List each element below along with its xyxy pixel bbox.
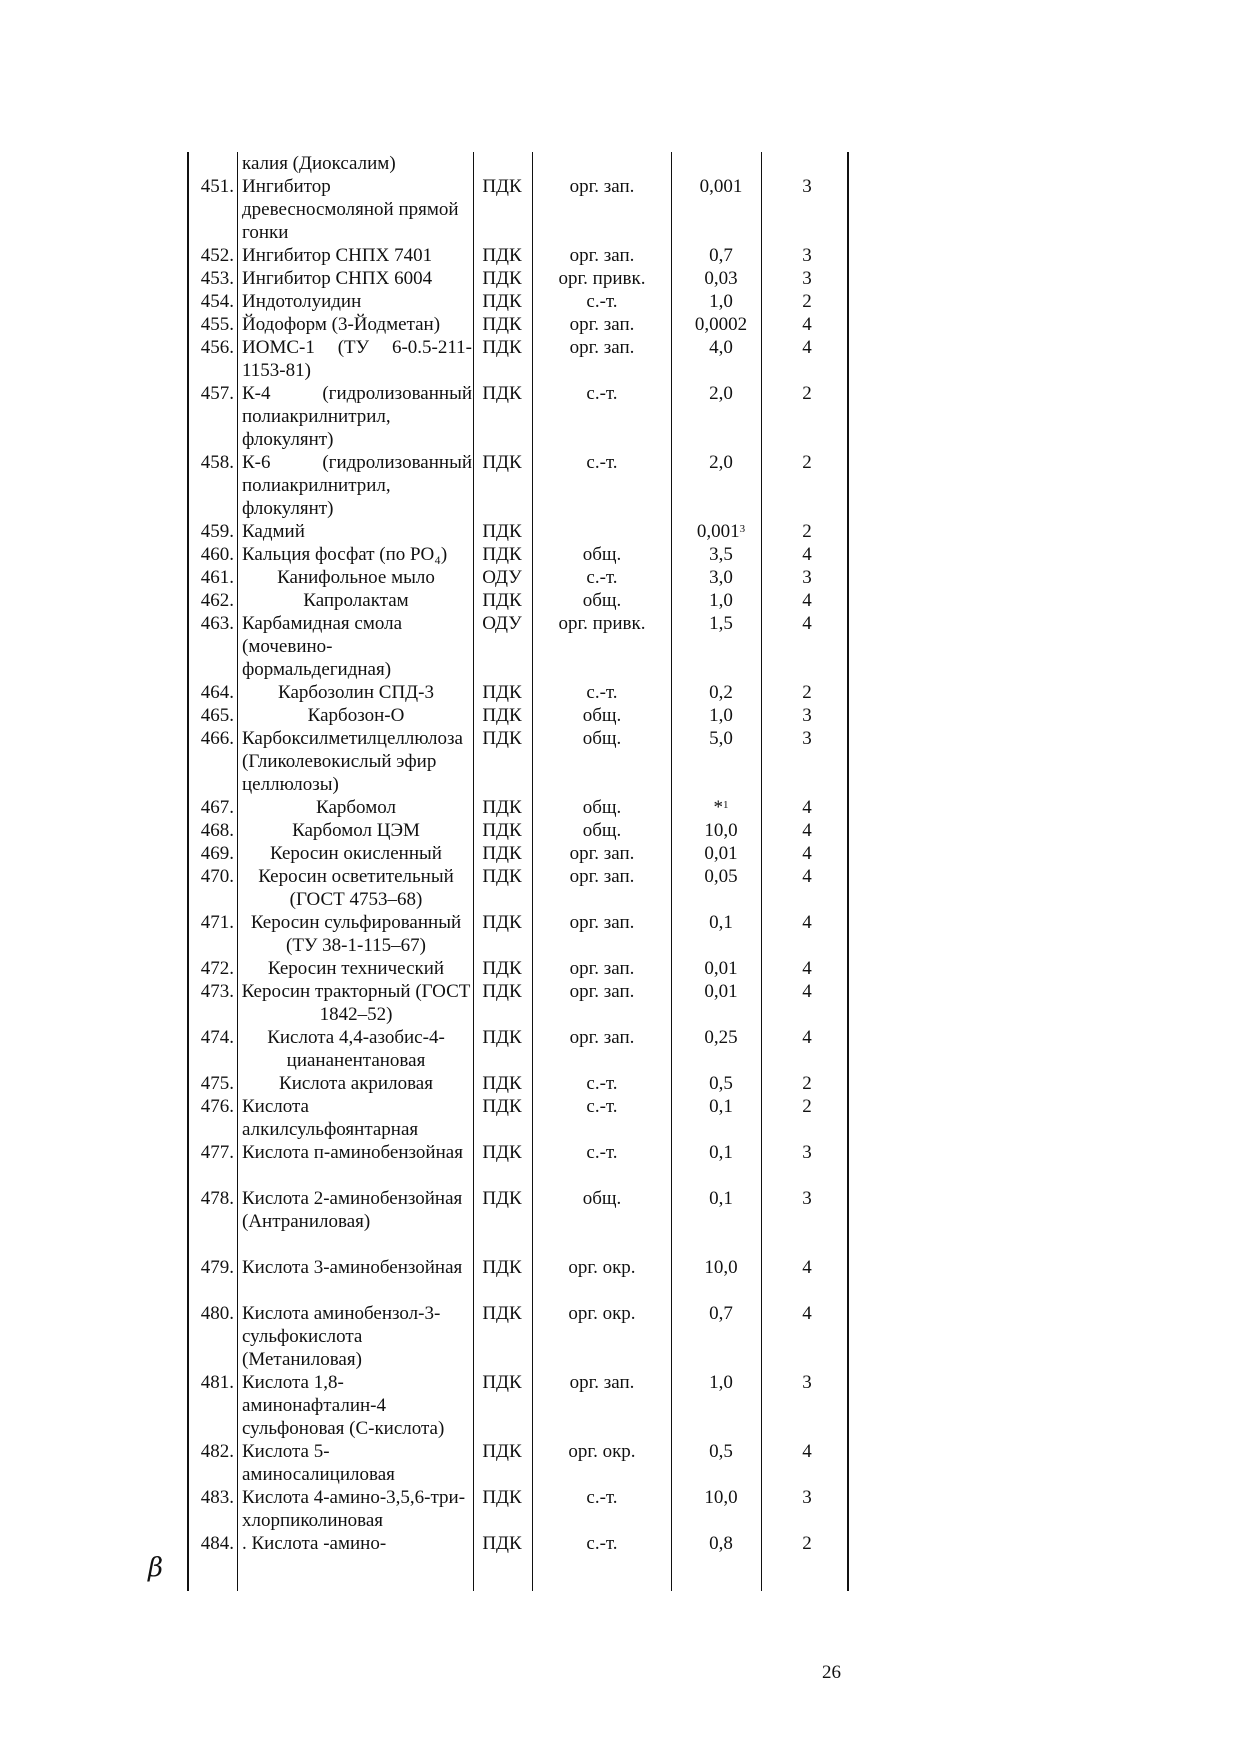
substance-name: Карбозон-О bbox=[307, 705, 405, 726]
substance-name: Карбомол bbox=[316, 797, 396, 818]
column-divider bbox=[671, 152, 672, 1591]
hazard-class: 4 bbox=[802, 544, 812, 565]
norm-type: ОДУ bbox=[482, 567, 522, 588]
norm-type: ПДК bbox=[482, 590, 522, 611]
hazard-class: 3 bbox=[802, 1487, 812, 1508]
substance-name: Кислота 3-аминобензойная bbox=[242, 1257, 463, 1278]
norm-type: ПДК bbox=[482, 1027, 522, 1048]
concentration-value: 2,0 bbox=[709, 452, 733, 473]
substance-name: Канифольное мыло bbox=[277, 567, 435, 588]
substance-name: Ингибитор древесносмоляной прямой гонки bbox=[242, 176, 459, 243]
norm-type: ПДК bbox=[482, 1257, 522, 1278]
limiting-indicator: орг. зап. bbox=[569, 337, 635, 358]
norm-type: ПДК bbox=[482, 1303, 522, 1324]
row-number: 455. bbox=[200, 314, 234, 335]
norm-type: ПДК bbox=[482, 383, 522, 404]
limiting-indicator: орг. привк. bbox=[558, 268, 646, 289]
limiting-indicator: с.-т. bbox=[586, 383, 618, 404]
column-divider bbox=[532, 152, 533, 1591]
norm-type: ПДК bbox=[482, 797, 522, 818]
substance-name: Кислота 2-аминобензойная (Антраниловая) bbox=[242, 1188, 463, 1232]
row-number: 462. bbox=[200, 590, 234, 611]
limiting-indicator: общ. bbox=[582, 1188, 622, 1209]
concentration-value: 0,2 bbox=[709, 682, 733, 703]
limiting-indicator: орг. зап. bbox=[569, 981, 635, 1002]
limiting-indicator: с.-т. bbox=[586, 1487, 618, 1508]
column-divider bbox=[473, 152, 474, 1591]
hazard-class: 4 bbox=[802, 981, 812, 1002]
substance-name: Керосин осветительный (ГОСТ 4753–68) bbox=[258, 866, 454, 910]
limiting-indicator: орг. окр. bbox=[568, 1257, 636, 1278]
row-number: 480. bbox=[200, 1303, 234, 1324]
norm-type: ПДК bbox=[482, 1533, 522, 1554]
limiting-indicator: общ. bbox=[582, 820, 622, 841]
hazard-class: 2 bbox=[802, 521, 812, 542]
concentration-value: 0,01 bbox=[704, 958, 738, 979]
substance-name: Керосин технический bbox=[267, 958, 445, 979]
concentration-value: 0,7 bbox=[709, 245, 733, 266]
norm-type: ПДК bbox=[482, 705, 522, 726]
substance-name: Йодоформ (3-Йодметан) bbox=[242, 314, 441, 335]
row-number: 483. bbox=[200, 1487, 234, 1508]
substances-table bbox=[187, 152, 849, 1591]
norm-type: ПДК bbox=[482, 866, 522, 887]
substance-name: Керосин сульфированный (ТУ 38-1-115–67) bbox=[250, 912, 462, 956]
substance-name: Кислота акриловая bbox=[279, 1073, 433, 1094]
limiting-indicator: общ. bbox=[582, 544, 622, 565]
hazard-class: 4 bbox=[802, 314, 812, 335]
row-number: 464. bbox=[200, 682, 234, 703]
concentration-value: 0,5 bbox=[709, 1441, 733, 1462]
row-number: 458. bbox=[200, 452, 234, 473]
norm-type: ПДК bbox=[482, 268, 522, 289]
limiting-indicator: орг. зап. bbox=[569, 176, 635, 197]
concentration-value: 1,0 bbox=[709, 590, 733, 611]
norm-type: ПДК bbox=[482, 682, 522, 703]
row-number: 468. bbox=[200, 820, 234, 841]
row-number: 463. bbox=[200, 613, 234, 634]
norm-type: ОДУ bbox=[482, 613, 522, 634]
row-number: 453. bbox=[200, 268, 234, 289]
concentration-value: 0,7 bbox=[709, 1303, 733, 1324]
hazard-class: 4 bbox=[802, 797, 812, 818]
limiting-indicator: общ. bbox=[582, 728, 622, 749]
concentration-value: 0,05 bbox=[704, 866, 738, 887]
row-number: 475. bbox=[200, 1073, 234, 1094]
concentration-value: 10,0 bbox=[704, 1487, 738, 1508]
hazard-class: 3 bbox=[802, 728, 812, 749]
row-number: 454. bbox=[200, 291, 234, 312]
norm-type: ПДК bbox=[482, 1096, 522, 1117]
norm-type: ПДК bbox=[482, 981, 522, 1002]
hazard-class: 4 bbox=[802, 1441, 812, 1462]
hazard-class: 4 bbox=[802, 820, 812, 841]
limiting-indicator: с.-т. bbox=[586, 1096, 618, 1117]
norm-type: ПДК bbox=[482, 843, 522, 864]
norm-type: ПДК bbox=[482, 521, 522, 542]
concentration-value: 0,01 bbox=[704, 981, 738, 1002]
norm-type: ПДК bbox=[482, 1372, 522, 1393]
norm-type: ПДК bbox=[482, 1487, 522, 1508]
row-number: 481. bbox=[200, 1372, 234, 1393]
norm-type: ПДК bbox=[482, 452, 522, 473]
hazard-class: 3 bbox=[802, 268, 812, 289]
norm-type: ПДК bbox=[482, 1441, 522, 1462]
substance-name: Карбозолин СПД-3 bbox=[278, 682, 434, 703]
limiting-indicator: орг. зап. bbox=[569, 866, 635, 887]
row-number: 457. bbox=[200, 383, 234, 404]
limiting-indicator: орг. зап. bbox=[569, 1027, 635, 1048]
limiting-indicator: с.-т. bbox=[586, 1073, 618, 1094]
hazard-class: 4 bbox=[802, 912, 812, 933]
norm-type: ПДК bbox=[482, 1142, 522, 1163]
limiting-indicator: с.-т. bbox=[586, 1533, 618, 1554]
hazard-class: 2 bbox=[802, 682, 812, 703]
hazard-class: 2 bbox=[802, 1096, 812, 1117]
concentration-value: 4,0 bbox=[709, 337, 733, 358]
limiting-indicator: орг. зап. bbox=[569, 1372, 635, 1393]
hazard-class: 4 bbox=[802, 958, 812, 979]
limiting-indicator: орг. окр. bbox=[568, 1441, 636, 1462]
substance-name: Керосин тракторный (ГОСТ 1842–52) bbox=[241, 981, 471, 1025]
hazard-class: 3 bbox=[802, 245, 812, 266]
norm-type: ПДК bbox=[482, 1188, 522, 1209]
row-number: 467. bbox=[200, 797, 234, 818]
concentration-value: 0,1 bbox=[709, 1142, 733, 1163]
substance-name: Ингибитор СНПХ 6004 bbox=[242, 268, 433, 289]
limiting-indicator: с.-т. bbox=[586, 291, 618, 312]
concentration-value: 0,01 bbox=[704, 843, 738, 864]
row-number: 461. bbox=[200, 567, 234, 588]
footnote-marker: 1 bbox=[723, 799, 729, 811]
row-number: 473. bbox=[200, 981, 234, 1002]
footnote-marker: 3 bbox=[739, 523, 746, 535]
continuation-text: калия (Диоксалим) bbox=[242, 153, 396, 174]
concentration-value: 0,8 bbox=[709, 1533, 733, 1554]
limiting-indicator: общ. bbox=[582, 590, 622, 611]
row-number: 482. bbox=[200, 1441, 234, 1462]
row-number: 451. bbox=[200, 176, 234, 197]
norm-type: ПДК bbox=[482, 291, 522, 312]
concentration-value: 10,0 bbox=[704, 1257, 738, 1278]
concentration-value: 0,03 bbox=[704, 268, 738, 289]
concentration-value: 0,001$^3$ bbox=[696, 521, 746, 542]
substance-name: Индотолуидин bbox=[242, 291, 362, 312]
concentration-value: 0,1 bbox=[709, 1188, 733, 1209]
concentration-value: 0,0002 bbox=[694, 314, 748, 335]
limiting-indicator: орг. зап. bbox=[569, 314, 635, 335]
hazard-class: 3 bbox=[802, 1188, 812, 1209]
hazard-class: 3 bbox=[802, 705, 812, 726]
substance-name: Кислота 1,8-аминонафталин-4 сульфоновая (С-кислота) bbox=[242, 1372, 445, 1439]
row-number: 452. bbox=[200, 245, 234, 266]
norm-type: ПДК bbox=[482, 1073, 522, 1094]
row-number: 470. bbox=[200, 866, 234, 887]
substance-name: Ингибитор СНПХ 7401 bbox=[242, 245, 433, 266]
row-number: 469. bbox=[200, 843, 234, 864]
norm-type: ПДК bbox=[482, 958, 522, 979]
row-number: 484. bbox=[200, 1533, 234, 1554]
hazard-class: 2 bbox=[802, 383, 812, 404]
limiting-indicator: орг. зап. bbox=[569, 958, 635, 979]
norm-type: ПДК bbox=[482, 245, 522, 266]
substance-name: Кислота 4-амино-3,5,6-три-хлорпиколиновая bbox=[242, 1487, 466, 1531]
hazard-class: 2 bbox=[802, 1073, 812, 1094]
substance-name: Кальция фосфат (по PO₄) bbox=[242, 544, 448, 565]
hazard-class: 4 bbox=[802, 1257, 812, 1278]
norm-type: ПДК bbox=[482, 820, 522, 841]
limiting-indicator: орг. зап. bbox=[569, 912, 635, 933]
substance-name: Карбамидная смола (мочевино-формальдегидная) bbox=[242, 613, 403, 680]
beta-symbol: β bbox=[148, 1553, 164, 1583]
row-number: 472. bbox=[200, 958, 234, 979]
concentration-value: 1,0 bbox=[709, 705, 733, 726]
substance-name: . Кислота -амино- bbox=[242, 1533, 387, 1554]
concentration-value: 5,0 bbox=[709, 728, 733, 749]
concentration-value: *$^1$ bbox=[713, 797, 729, 818]
substance-name: Керосин окисленный bbox=[270, 843, 442, 864]
concentration-value: 0,25 bbox=[704, 1027, 738, 1048]
hazard-class: 4 bbox=[802, 866, 812, 887]
row-number: 466. bbox=[200, 728, 234, 749]
column-divider bbox=[237, 152, 238, 1591]
page-number: 26 bbox=[822, 1662, 841, 1683]
row-number: 474. bbox=[200, 1027, 234, 1048]
limiting-indicator: орг. окр. bbox=[568, 1303, 636, 1324]
limiting-indicator: с.-т. bbox=[586, 567, 618, 588]
substance-name: ИОМС-1 (ТУ 6-0.5-211-1153-81) bbox=[242, 337, 472, 381]
substance-name: К-6 (гидролизованный полиакрилнитрил, флокулянт) bbox=[242, 452, 472, 519]
concentration-value: 0,5 bbox=[709, 1073, 733, 1094]
limiting-indicator: общ. bbox=[582, 797, 622, 818]
hazard-class: 3 bbox=[802, 567, 812, 588]
hazard-class: 4 bbox=[802, 843, 812, 864]
limiting-indicator: орг. привк. bbox=[558, 613, 646, 634]
substance-name: Карбоксилметилцеллюлоза (Гликолевокислый эфир целлюлозы) bbox=[242, 728, 463, 795]
row-number: 456. bbox=[200, 337, 234, 358]
hazard-class: 4 bbox=[802, 1303, 812, 1324]
substance-name: Кислота аминобензол-3-сульфокислота (Метаниловая) bbox=[242, 1303, 441, 1370]
norm-type: ПДК bbox=[482, 337, 522, 358]
concentration-value: 1,5 bbox=[709, 613, 733, 634]
concentration-value: 1,0 bbox=[709, 1372, 733, 1393]
concentration-value: 10,0 bbox=[704, 820, 738, 841]
hazard-class: 4 bbox=[802, 1027, 812, 1048]
concentration-value: 2,0 bbox=[709, 383, 733, 404]
row-number: 479. bbox=[200, 1257, 234, 1278]
hazard-class: 3 bbox=[802, 176, 812, 197]
norm-type: ПДК bbox=[482, 176, 522, 197]
limiting-indicator: орг. зап. bbox=[569, 245, 635, 266]
substance-name: Кислота 5-аминосалициловая bbox=[242, 1441, 395, 1485]
hazard-class: 4 bbox=[802, 613, 812, 634]
concentration-value: 0,001 bbox=[699, 176, 743, 197]
substance-name: Кислота 4,4-азобис-4-циананентановая bbox=[267, 1027, 445, 1071]
substance-name: Капролактам bbox=[303, 590, 409, 611]
limiting-indicator: общ. bbox=[582, 705, 622, 726]
concentration-value: 3,5 bbox=[709, 544, 733, 565]
limiting-indicator: с.-т. bbox=[586, 682, 618, 703]
hazard-class: 3 bbox=[802, 1142, 812, 1163]
substance-name: К-4 (гидролизованный полиакрилнитрил, флокулянт) bbox=[242, 383, 472, 450]
hazard-class: 3 bbox=[802, 1372, 812, 1393]
row-number: 478. bbox=[200, 1188, 234, 1209]
hazard-class: 4 bbox=[802, 590, 812, 611]
substance-name: Кислота п-аминобензойная bbox=[242, 1142, 463, 1163]
hazard-class: 2 bbox=[802, 291, 812, 312]
norm-type: ПДК bbox=[482, 912, 522, 933]
limiting-indicator: с.-т. bbox=[586, 1142, 618, 1163]
hazard-class: 2 bbox=[802, 452, 812, 473]
row-number: 465. bbox=[200, 705, 234, 726]
concentration-value: 0,1 bbox=[709, 1096, 733, 1117]
substance-name: Кадмий bbox=[242, 521, 305, 542]
row-number: 476. bbox=[200, 1096, 234, 1117]
limiting-indicator: с.-т. bbox=[586, 452, 618, 473]
concentration-value: 1,0 bbox=[709, 291, 733, 312]
concentration-value: 0,1 bbox=[709, 912, 733, 933]
row-number: 459. bbox=[200, 521, 234, 542]
norm-type: ПДК bbox=[482, 544, 522, 565]
substance-name: Кислота алкилсульфоянтарная bbox=[242, 1096, 419, 1140]
hazard-class: 2 bbox=[802, 1533, 812, 1554]
norm-type: ПДК bbox=[482, 314, 522, 335]
limiting-indicator: орг. зап. bbox=[569, 843, 635, 864]
concentration-value: 3,0 bbox=[709, 567, 733, 588]
row-number: 471. bbox=[200, 912, 234, 933]
row-number: 477. bbox=[200, 1142, 234, 1163]
norm-type: ПДК bbox=[482, 728, 522, 749]
substance-name: Карбомол ЦЭМ bbox=[292, 820, 420, 841]
hazard-class: 4 bbox=[802, 337, 812, 358]
row-number: 460. bbox=[200, 544, 234, 565]
